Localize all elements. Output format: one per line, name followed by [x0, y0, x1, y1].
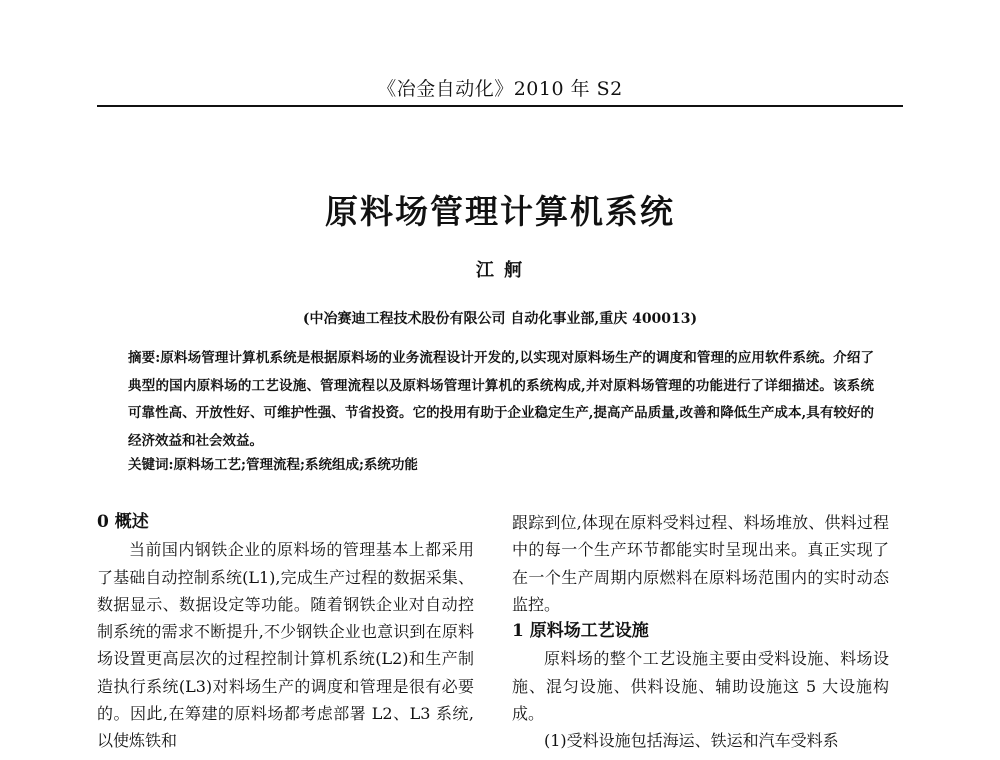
- section-1-heading: 1 原料场工艺设施: [512, 621, 649, 642]
- left-column: [97, 509, 474, 755]
- keywords-label: 关键词:: [128, 457, 174, 473]
- section-0-heading: 0 概述: [97, 512, 149, 532]
- abstract-text: 原料场管理计算机系统是根据原料场的业务流程设计开发的,以实现对原料场生产的调度和管理的应用软件系统。介绍了典型的国内原料场的工艺设施、管理流程以及原料场管理计算机的系统构成,并对原料场管理的功能进行了详细描述。该系统可靠性高、开放性好、可维护性强、节省投资。它的投用有助于企业稳定生产,提高产品质量,改善和降低生产成本,具有较好的经济效益和社会效益。: [128, 350, 874, 449]
- keywords: [128, 453, 874, 477]
- section-0-paragraph-continued: 跟踪到位,体现在原料受料过程、料场堆放、供料过程中的每一个生产环节都能实时呈现出来。真正实现了在一个生产周期内原燃料在原料场范围内的实时动态监控。: [512, 513, 889, 614]
- right-column: [512, 509, 889, 755]
- abstract-label: 摘要:: [128, 350, 161, 366]
- abstract: [128, 345, 874, 455]
- section-0-paragraph: 当前国内钢铁企业的原料场的管理基本上都采用了基础自动控制系统(L1),完成生产过程的数据采集、数据显示、数据设定等功能。随着钢铁企业对自动控制系统的需求不断提升,不少钢铁企业也意识到在原料场设置更高层次的过程控制计算机系统(L2)和生产制造执行系统(L3)对料场生产的调度和管理是很有必要的。因此,在筹建的原料场都考虑部署 L2、L3 系统,以使炼铁和: [97, 540, 474, 751]
- keywords-text: 原料场工艺;管理流程;系统组成;系统功能: [173, 457, 418, 473]
- section-1-paragraph-2: (1)受料设施包括海运、铁运和汽车受料系: [544, 731, 839, 751]
- journal-header: 《冶金自动化》2010 年 S2: [377, 78, 623, 100]
- affiliation: (中冶赛迪工程技术股份有限公司 自动化事业部,重庆 400013): [302, 311, 698, 327]
- paper-title: 原料场管理计算机系统: [325, 192, 675, 231]
- author-name: 江 舸: [475, 260, 525, 281]
- header-rule: [97, 105, 903, 107]
- section-1-paragraph-1: 原料场的整个工艺设施主要由受料设施、料场设施、混匀设施、供料设施、辅助设施这 5 大设施构成。: [512, 649, 889, 724]
